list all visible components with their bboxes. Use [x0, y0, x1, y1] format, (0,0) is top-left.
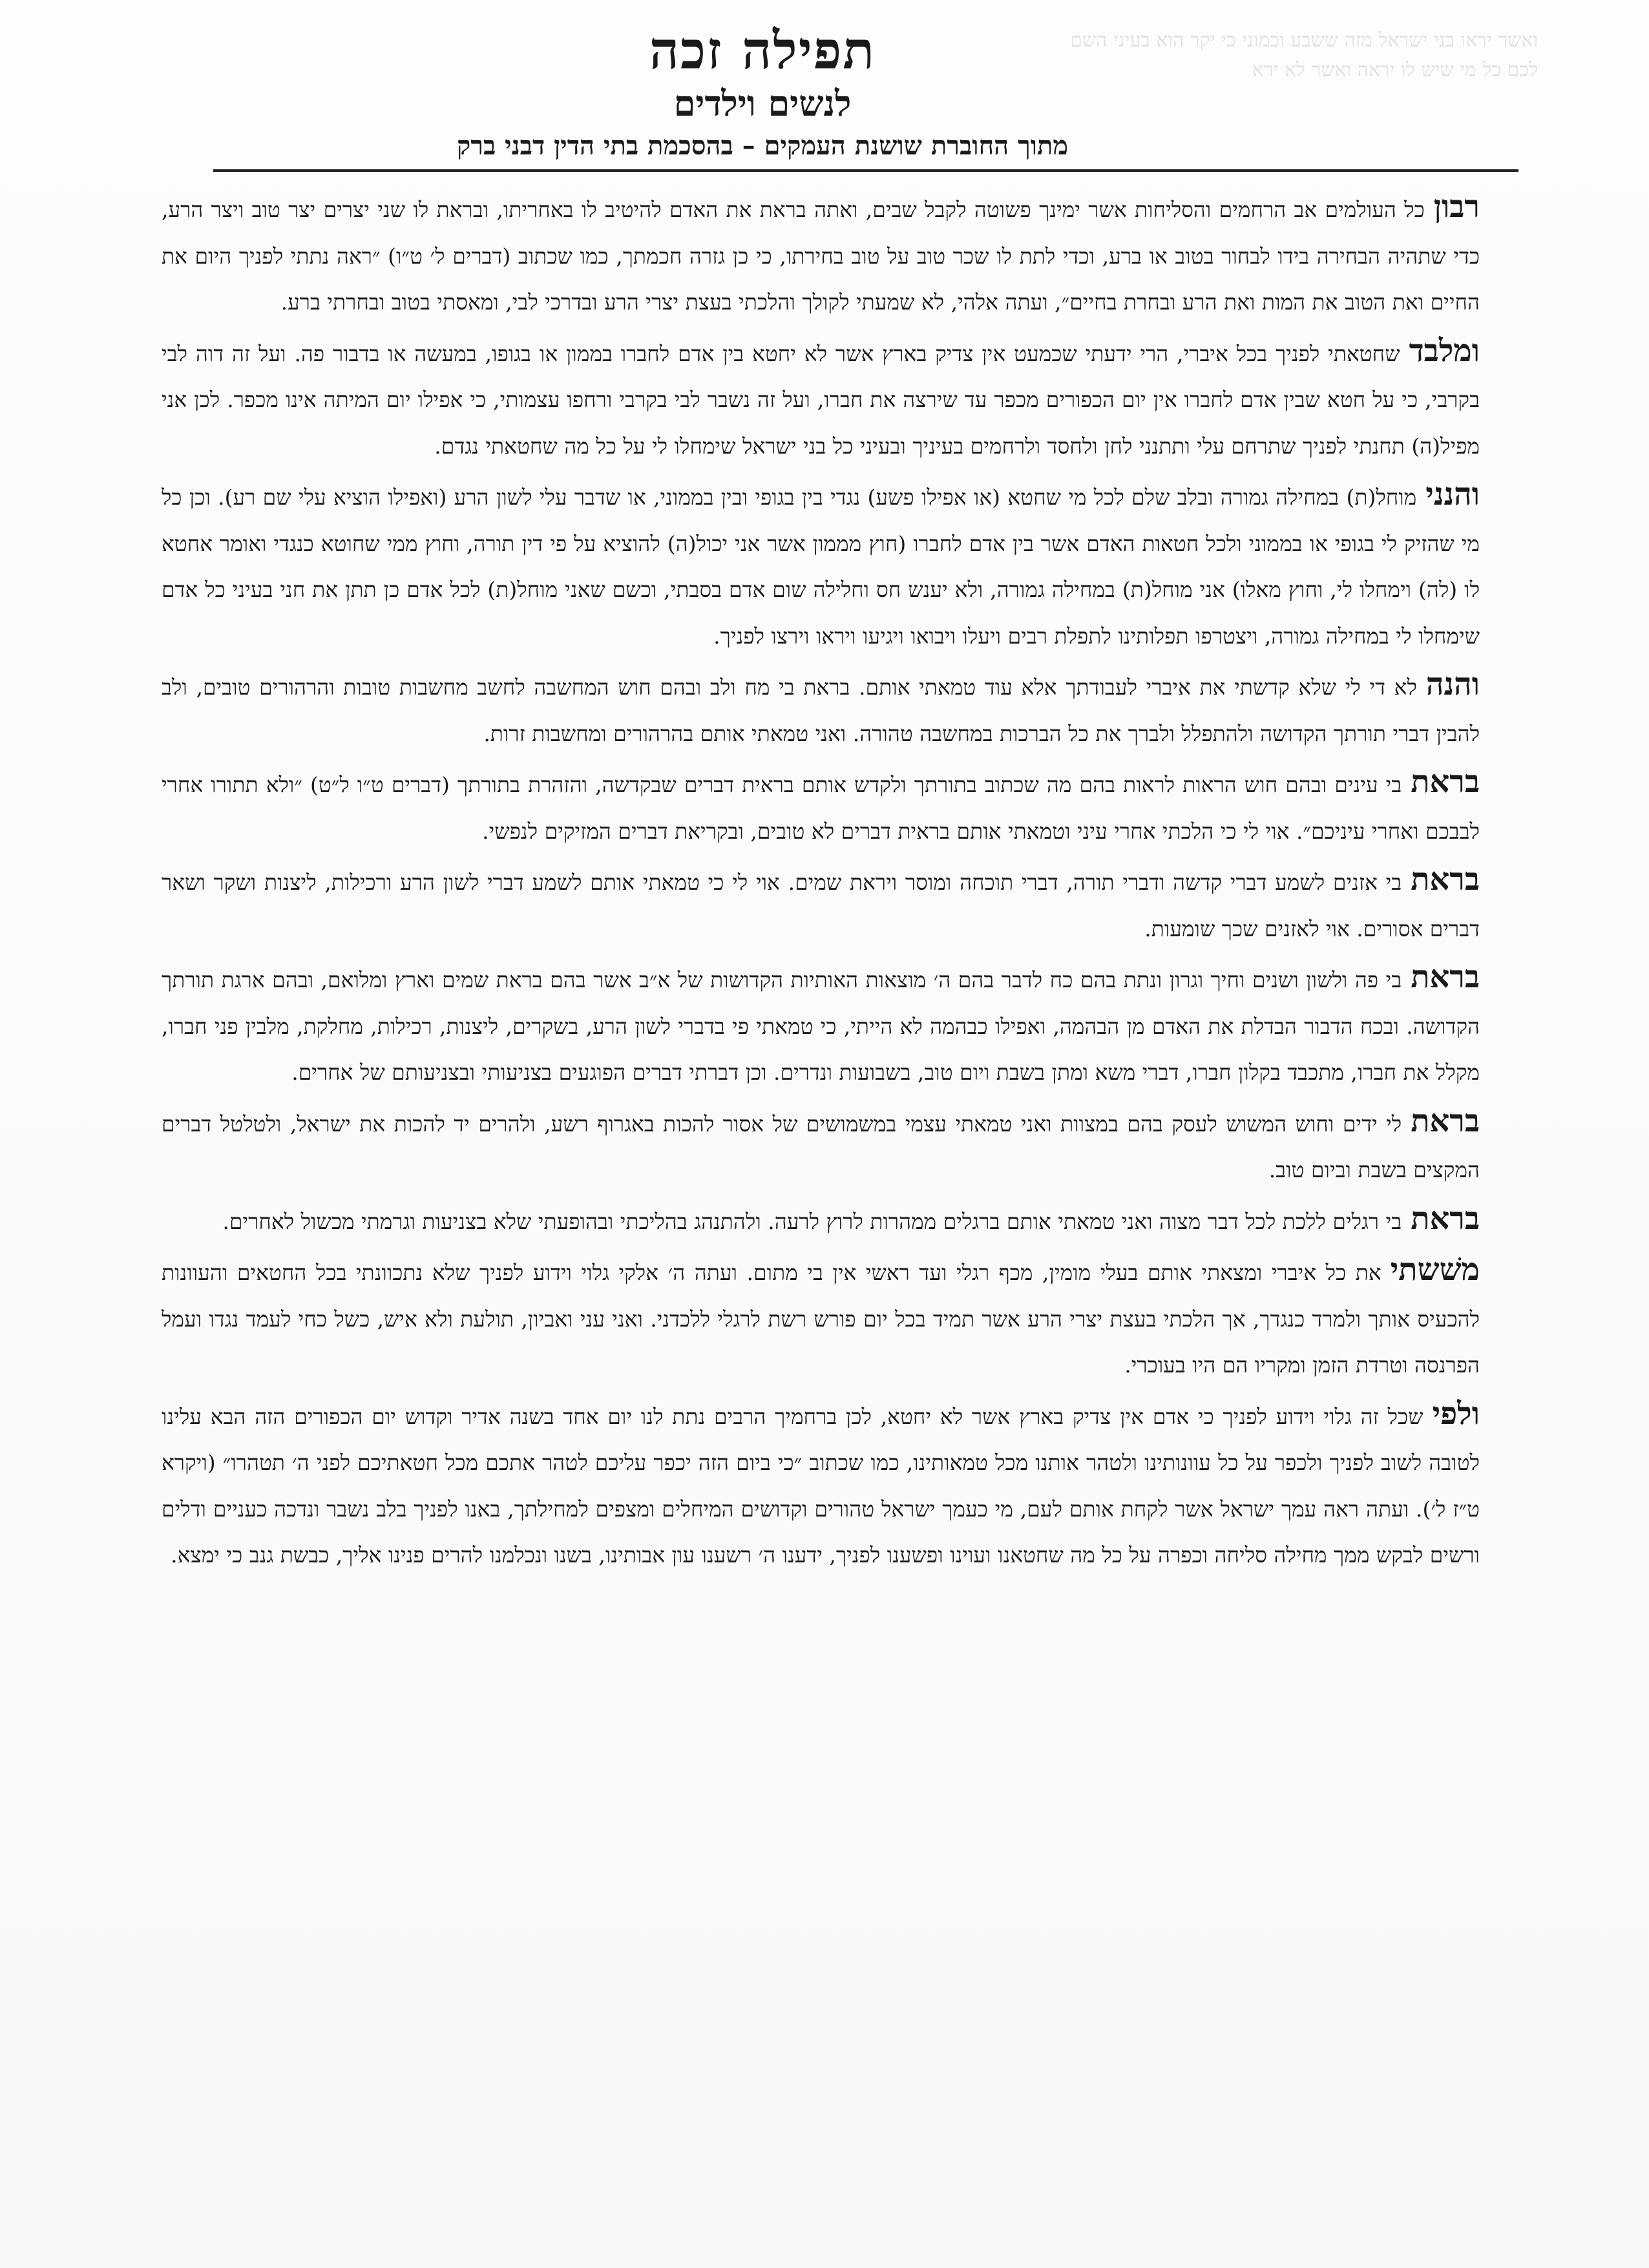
- paragraph-lead-word: בראת: [1411, 764, 1480, 800]
- paragraph-1: [162, 184, 1480, 326]
- paragraph-text: בי פה ולשון ושנים וחיך וגרון ונתת בהם כח לדבר בהם ה׳ מוצאות האותיות הקדושות של א״ב אשר בהם בראת שמים וארץ ומלואם, ובהם ארגת תורתך הקדושה. ובכח הדבור הבדלת את האדם מן הבהמה, ואפילו כבהמה לא הייתי, כי טמאתי פי בדברי לשון הרע, בשקרים, ליצנות, רכילות, מחלקת, מלבין פני חברו, מקלל את חברו, מתכבד בקלון חברו, דברי משא ומתן בשבת ויום טוב, בשבועות ונדרים. וכן דברתי דברים הפוגעים בצניעותי ובצניעותם של אחרים.: [162, 967, 1480, 1085]
- paragraph-lead-word: ומלבד: [1409, 332, 1480, 369]
- paragraph-text: מוחל(ת) במחילה גמורה ובלב שלם לכל מי שחטא (או אפילו פשע) נגדי בין בגופי ובין בממוני, או שדבר עלי לשון הרע (ואפילו הוציא עלי שם רע). וכן כל מי שהזיק לי בגופי או בממוני ולכל חטאות האדם אשר בין אדם לחברו (חוץ מממון אשר אני יכול(ה) להוציא על פי דין תורה, וחוץ ממי שחוטא כנגדי ואומר אחטא לו (לה) וימחלו לי, וחוץ מאלו) אני מוחל(ת) במחילה גמורה, ולא יענש חס וחלילה שום אדם בסבתי, וכשם שאני מוחל(ת) לכל אדם כן תתן את חני בעיני כל אדם שימחלו לי במחילה גמורה, ויצטרפו תפלותינו לתפלת רבים ויעלו ויבואו ויגיעו ויראו וירצו לפניך.: [162, 485, 1480, 649]
- paragraph-text: לי ידים וחוש המשוש לעסק בהם במצוות ואני טמאתי עצמי במשמושים של אסור להכות באגרוף רשע, ולהרים יד להכות את ישראל, ולטלטל דברים המקצים בשבת וביום טוב.: [162, 1111, 1480, 1182]
- paragraph-text: כל העולמים אב הרחמים והסליחות אשר ימינך פשוטה לקבל שבים, ואתה בראת את האדם להיטיב לו באחריתו, ובראת לו שני יצרים יצר טוב ויצר הרע, כדי שתהיה הבחירה בידו לבחור בטוב או ברע, וכדי לתת לו שכר טוב על טוב בחירתו, כי כן גזרה חכמתך, כמו שכתוב (דברים ל׳ ט״ו) ״ראה נתתי לפניך היום את החיים ואת הטוב את המות ואת הרע ובחרת בחיים״, ועתה אלהי, לא שמעתי לקולך והלכתי בעצת יצרי הרע ובדרכי לבי, ומאסתי בטוב ובחרתי ברע.: [162, 197, 1480, 315]
- paragraph-lead-word: בראת: [1411, 861, 1480, 898]
- paragraph-4: [162, 662, 1480, 757]
- paragraph-11: [162, 1391, 1480, 1579]
- prayer-body: [162, 184, 1480, 2200]
- paragraph-10: [162, 1247, 1480, 1389]
- bleed-through-text: ואשר יראו בני ישראל מזה ששבע וכמוני כי יקר הוא בעיני השם לכם כל מי שיש לו יראה ואשר לא ירא: [1070, 29, 1538, 81]
- paragraph-3: [162, 472, 1480, 659]
- paragraph-7: [162, 954, 1480, 1096]
- paragraph-text: בי אזנים לשמע דברי קדשה ודברי תורה, דברי תוכחה ומוסר ויראת שמים. אוי לי כי טמאתי אותם לשמע דברי לשון הרע ורכילות, ליצנות ושקר ושאר דברים אסורים. אוי לאזנים שכך שומעות.: [162, 870, 1480, 941]
- paragraph-text: שחטאתי לפניך בכל איברי, הרי ידעתי שכמעט אין צדיק בארץ אשר לא יחטא בין אדם לחברו בממון או בגופו, במעשה או בדבור פה. ועל זה דוה לבי בקרבי, כי על חטא שבין אדם לחברו אין יום הכפורים מכפר עד שירצה את חברו, ועל זה נשבר לבי בקרבי ורחפו עצמותי, כי אפילו יום המיתה אינו מכפר. לכן אני מפיל(ה) תחנתי לפניך שתרחם עלי ותתנני לחן ולחסד ולרחמים בעיניך ובעיני כל בני ישראל שימחלו לי על כל מה שחטאתי נגדם.: [162, 341, 1480, 459]
- document-source-line: מתוך החוברת שושנת העמקים – בהסכמת בתי הדין דבני ברק: [456, 131, 1069, 161]
- paragraph-lead-word: רבון: [1433, 189, 1480, 225]
- paragraph-lead-word: בראת: [1411, 1200, 1480, 1237]
- document-header: [258, 18, 1266, 165]
- paragraph-lead-word: בראת: [1411, 1102, 1480, 1139]
- document-subtitle: לנשים וילדים: [673, 83, 852, 124]
- document-title: תפילה זכה: [649, 20, 876, 81]
- paragraph-5: [162, 759, 1480, 854]
- paragraph-text: שכל זה גלוי וידוע לפניך כי אדם אין צדיק בארץ אשר לא יחטא, לכן ברחמיך הרבים נתת לנו יום אחד בשנה אדיר וקדוש יום הכפורים הזה הבא עלינו לטובה לשוב לפניך ולכפר על כל עוונותינו ולטהר אותנו מכל טמאותינו, כמו שכתוב ״כי ביום הזה יכפר עליכם לטהר אתכם מכל חטאתיכם לפני ה׳ תטהרו״ (ויקרא ט״ז ל׳). ועתה ראה עמך ישראל אשר לקחת אותם לעם, מי כעמך ישראל טהורים וקדושים המיחלים ומצפים למחילתך, באנו לפניך בלב נשבר ונדכה כעניים ודלים ורשים לבקש ממך מחילה סליחה וכפרה על כל מה שחטאנו ועוינו ופשענו לפניך, ידענו ה׳ רשענו עון אבותינו, בשנו ונכלמנו להרים פנינו אליך, כבשת גנב כי ימצא.: [162, 1403, 1480, 1568]
- paragraph-text: את כל איברי ומצאתי אותם בעלי מומין, מכף רגלי ועד ראשי אין בי מתום. ועתה ה׳ אלקי גלוי וידוע לפניך שלא נתכוונתי בכל החטאים והעוונות להכעיס אותך ולמרד כנגדך, אך הלכתי בעצת יצרי הרע אשר תמיד בכל יום פורש רשת לרגלי ללכדני. ואני עני ואביון, תולעת ולא איש, כשל כחי לעמד נגדו ועמל הפרנסה וטרדת הזמן ומקריו הם היו בעוכרי.: [162, 1260, 1480, 1378]
- header-divider: [213, 169, 1518, 172]
- paragraph-6: [162, 857, 1480, 952]
- paragraph-lead-word: והנה: [1425, 666, 1480, 702]
- paragraph-text: בי עינים ובהם חוש הראות לראות בהם מה שכתוב בתורתך ולקדש אותם בראית דברים שבקדשה, והזהרת בתורתך (דברים ט״ו ל״ט) ״ולא תתורו אחרי לבבכם ואחרי עיניכם״. אוי לי כי הלכתי אחרי עיני וטמאתי אותם בראית דברים לא טובים, ובקריאת דברים המזיקים לנפשי.: [162, 772, 1480, 844]
- paragraph-text: לא די לי שלא קדשתי את איברי לעבודתך אלא עוד טמאתי אותם. בראת בי מח ולב ובהם חוש המחשבה לחשב מחשבות טובות והרהורים טובים, ולב להבין דברי תורתך הקדושה ולהתפלל ולברך את כל הברכות במחשבה טהורה. ואני טמאתי אותם בהרהורים ומחשבות זרות.: [162, 675, 1480, 746]
- paragraph-2: [162, 328, 1480, 470]
- paragraph-8: [162, 1098, 1480, 1193]
- paragraph-lead-word: והנני: [1425, 476, 1480, 512]
- paragraph-lead-word: בראת: [1411, 959, 1480, 995]
- paragraph-lead-word: ולפי: [1432, 1395, 1480, 1432]
- paragraph-text: בי רגלים ללכת לכל דבר מצוה ואני טמאתי אותם ברגלים ממהרות לרוץ לרעה. ולהתנהג בהליכתי ובהופעתי שלא בצניעות וגרמתי מכשול לאחרים.: [222, 1208, 1402, 1234]
- paragraph-9: [162, 1196, 1480, 1245]
- paragraph-lead-word: משׁשתי: [1390, 1252, 1480, 1288]
